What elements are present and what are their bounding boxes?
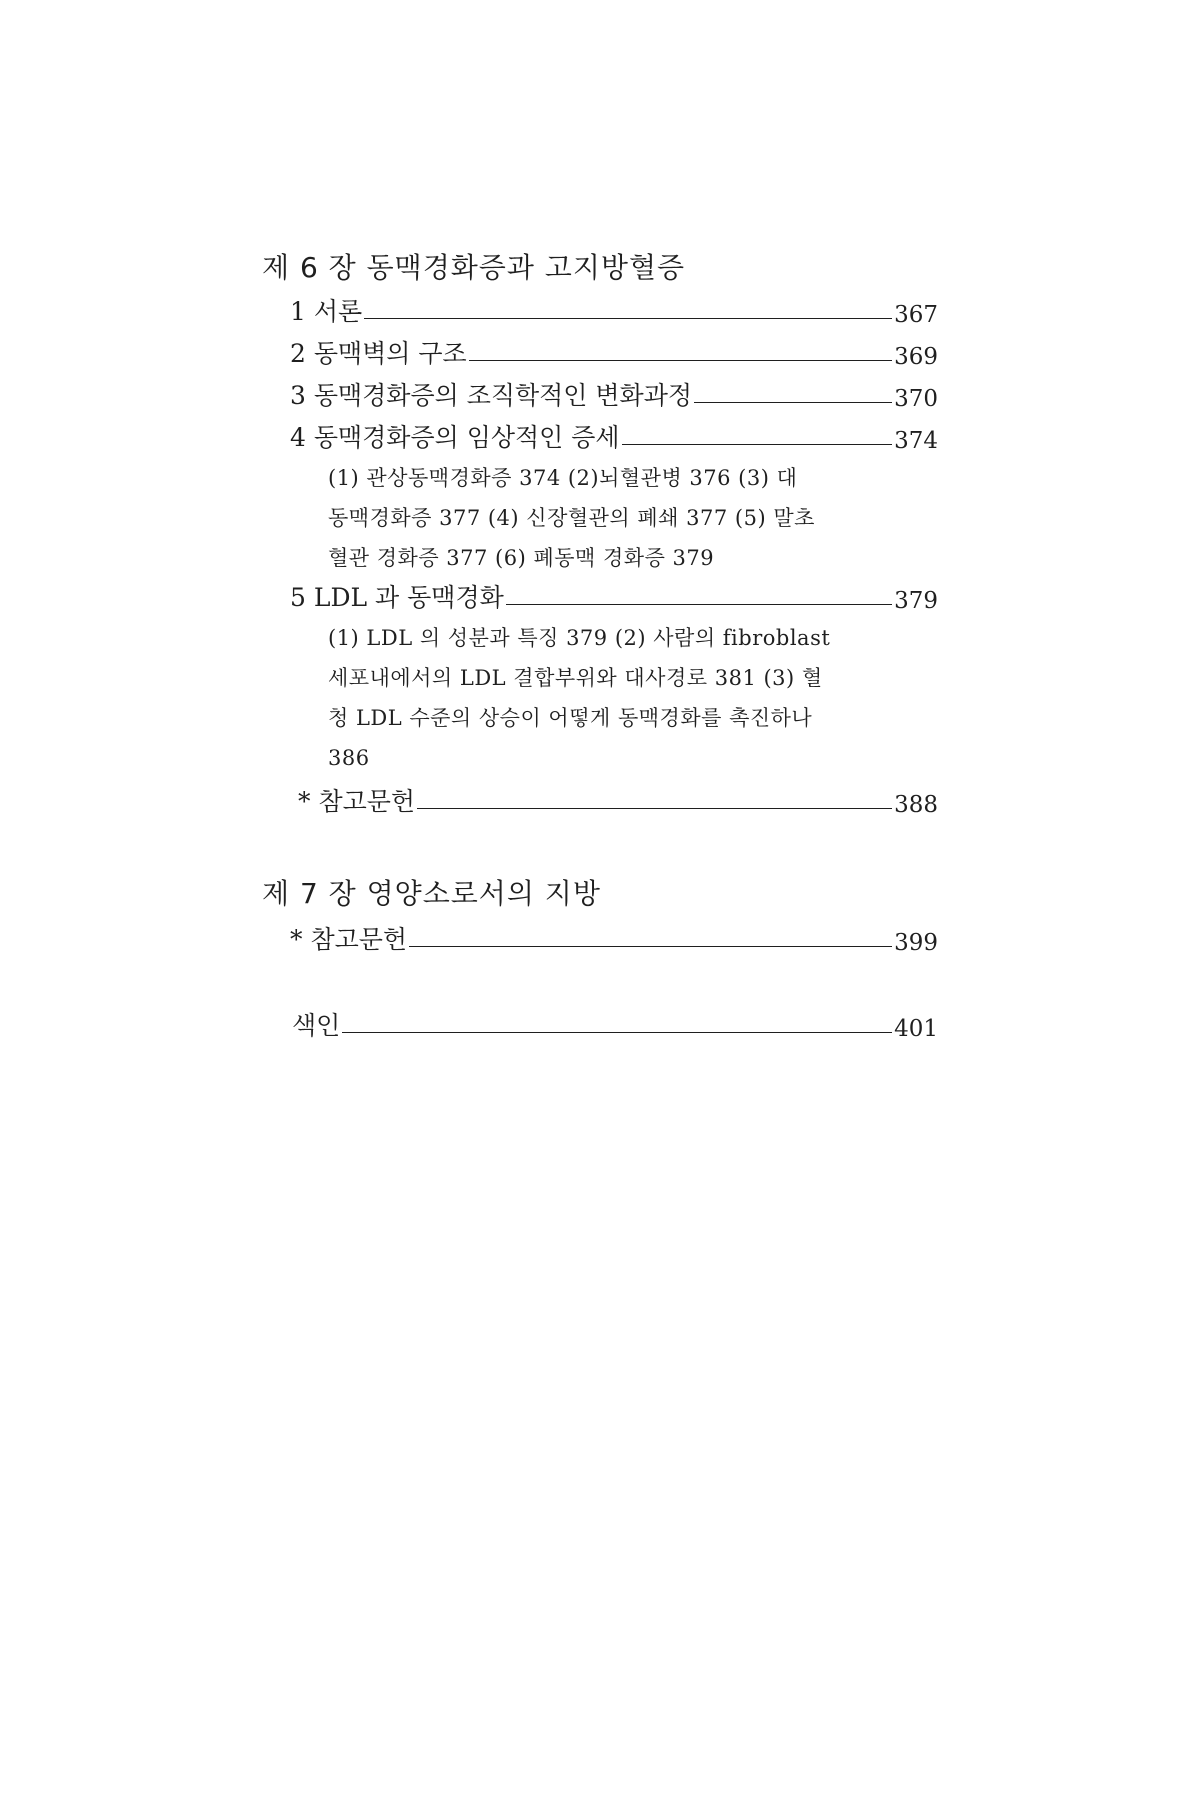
entry-label: * 참고문헌 bbox=[290, 925, 408, 954]
entry-label: 3 동맥경화증의 조직학적인 변화과정 bbox=[290, 381, 692, 410]
entry-page: 379 bbox=[894, 588, 938, 614]
toc-entry-artery-wall[interactable] bbox=[290, 334, 938, 370]
leader-line bbox=[506, 604, 892, 605]
subentries-clinical bbox=[328, 458, 924, 578]
entry-page: 401 bbox=[894, 1016, 938, 1042]
subentry-line: 청 LDL 수준의 상승이 어떻게 동맥경화를 촉진하나 bbox=[328, 706, 813, 730]
entry-page: 399 bbox=[894, 930, 938, 956]
toc-entry-ldl[interactable] bbox=[290, 578, 938, 614]
entry-label: 2 동맥벽의 구조 bbox=[290, 339, 467, 368]
entry-label: 1 서론 bbox=[290, 297, 363, 326]
subentry-line: 세포내에서의 LDL 결합부위와 대사경로 381 (3) 혈 bbox=[328, 666, 823, 690]
subentry-line: 동맥경화증 377 (4) 신장혈관의 폐쇄 377 (5) 말초 bbox=[328, 506, 815, 530]
chapter-7-title: 제 7 장 영양소로서의 지방 bbox=[262, 877, 601, 910]
toc-entry-intro[interactable] bbox=[290, 292, 938, 328]
leader-line bbox=[417, 808, 892, 809]
entry-label: 색인 bbox=[292, 1011, 341, 1040]
entry-page: 374 bbox=[894, 428, 938, 454]
toc-entry-references-ch7[interactable] bbox=[290, 920, 938, 956]
subentry-line: (1) 관상동맥경화증 374 (2)뇌혈관병 376 (3) 대 bbox=[328, 466, 798, 490]
entry-page: 388 bbox=[894, 792, 938, 818]
toc-entry-references-ch6[interactable] bbox=[298, 782, 938, 818]
toc-entry-clinical[interactable] bbox=[290, 418, 938, 454]
leader-line bbox=[694, 402, 892, 403]
toc-entry-index[interactable] bbox=[292, 1006, 938, 1042]
entry-label: * 참고문헌 bbox=[298, 787, 416, 816]
entry-page: 369 bbox=[894, 344, 938, 370]
entry-label: 4 동맥경화증의 임상적인 증세 bbox=[290, 423, 620, 452]
leader-line bbox=[364, 318, 892, 319]
leader-line bbox=[469, 360, 892, 361]
subentries-ldl bbox=[328, 618, 924, 778]
subentry-line: (1) LDL 의 성분과 특징 379 (2) 사람의 fibroblast bbox=[328, 626, 831, 650]
leader-line bbox=[622, 444, 893, 445]
entry-label: 5 LDL 과 동맥경화 bbox=[290, 583, 504, 612]
leader-line bbox=[342, 1032, 892, 1033]
leader-line bbox=[409, 946, 892, 947]
subentry-line: 386 bbox=[328, 746, 370, 770]
subentry-line: 혈관 경화증 377 (6) 폐동맥 경화증 379 bbox=[328, 546, 715, 570]
entry-page: 370 bbox=[894, 386, 938, 412]
toc-entry-histology[interactable] bbox=[290, 376, 938, 412]
entry-page: 367 bbox=[894, 302, 938, 328]
chapter-6-title: 제 6 장 동맥경화증과 고지방혈증 bbox=[262, 251, 686, 284]
